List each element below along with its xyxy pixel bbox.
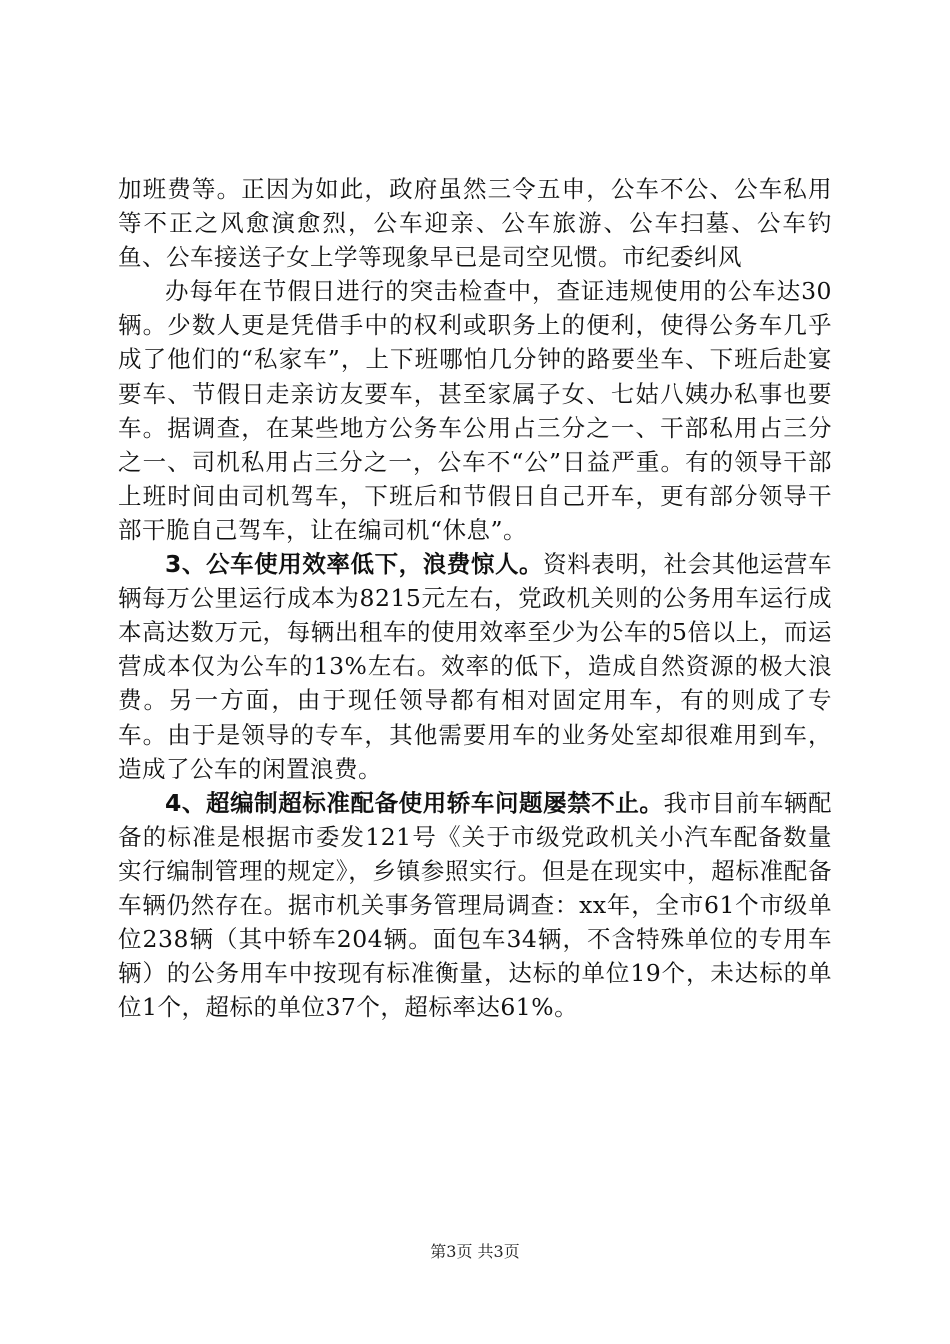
paragraph-2: 办每年在节假日进行的突击检查中，查证违规使用的公车达30辆。少数人更是凭借手中的权利或职务上的便利，使得公务车几乎成了他们的“私家车”，上下班哪怕几分钟的路要坐车、下班后赴宴要车、节假日走亲访友要车，甚至家属子女、七姑八姨办私事也要车。据调查，在某些地方公务车公用占三分之一、干部私用占三分之一、司机私用占三分之一，公车不“公”日益严重。有的领导干部上班时间由司机驾车，下班后和节假日自己开车，更有部分领导干部干脆自己驾车，让在编司机“休息”。: [118, 277, 832, 544]
paragraph-3-heading: 3、公车使用效率低下，浪费惊人。: [165, 550, 544, 579]
document-body: [118, 172, 832, 1024]
paragraph-4: [118, 786, 832, 1025]
paragraph-4-heading: 4、超编制超标准配备使用轿车问题屡禁不止。: [165, 788, 664, 817]
page-number-footer: 第3页 共3页: [430, 1242, 520, 1261]
paragraph-3-body: 资料表明，社会其他运营车辆每万公里运行成本为8215元左右，党政机关则的公务用车运行成本高达数万元，每辆出租车的使用效率至少为公车的5倍以上，而运营成本仅为公车的13%左右。效率的低下，造成自然资源的极大浪费。另一方面，由于现任领导都有相对固定用车，有的则成了专车。由于是领导的专车，其他需要用车的业务处室却很难用到车，造成了公车的闲置浪费。: [118, 550, 832, 783]
paragraph-1: 加班费等。正因为如此，政府虽然三令五申，公车不公、公车私用等不正之风愈演愈烈，公车迎亲、公车旅游、公车扫墓、公车钓鱼、公车接送子女上学等现象早已是司空见惯。市纪委纠风: [118, 175, 832, 272]
paragraph-3: [118, 547, 832, 786]
paragraph-4-body: 我市目前车辆配备的标准是根据市委发121号《关于市级党政机关小汽车配备数量实行编制管理的规定》，乡镇参照实行。但是在现实中，超标准配备车辆仍然存在。据市机关事务管理局调查：xx年，全市61个市级单位238辆（其中轿车204辆。面包车34辆，不含特殊单位的专用车辆）的公务用车中按现有标准衡量，达标的单位19个，未达标的单位1个，超标的单位37个，超标率达61%。: [118, 788, 832, 1022]
